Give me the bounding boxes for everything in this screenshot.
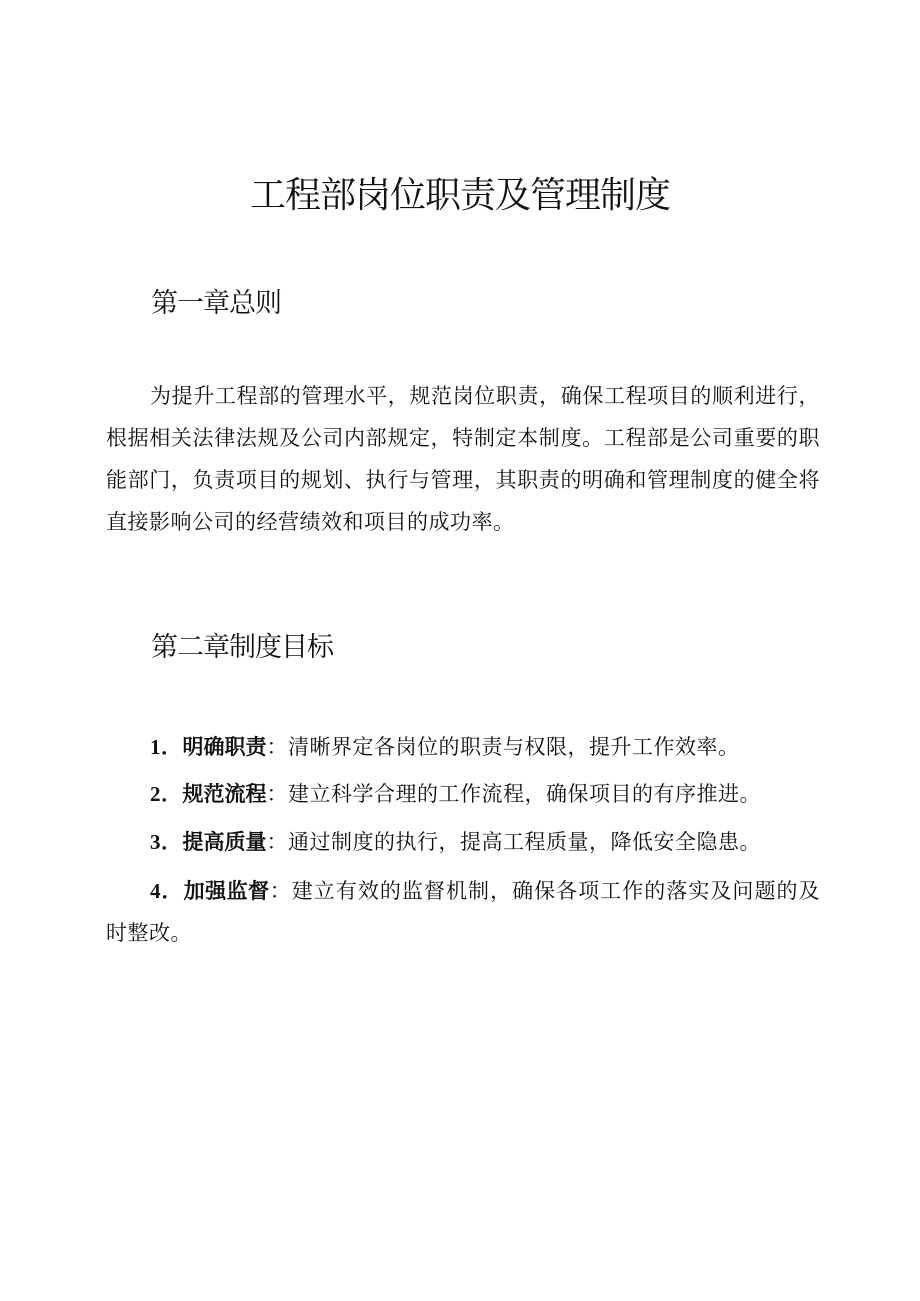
list-item-number: 2． xyxy=(150,782,183,806)
list-item xyxy=(106,821,820,863)
list-item-label: 提高质量 xyxy=(182,830,267,854)
chapter-2-heading: 第二章制度目标 xyxy=(151,632,333,663)
list-item xyxy=(106,870,820,954)
list-item-number: 3． xyxy=(150,830,183,854)
list-item-separator: ： xyxy=(269,879,292,903)
list-item-separator: ： xyxy=(266,782,288,806)
chapter-1-heading: 第一章总则 xyxy=(151,288,281,319)
list-item-text: 建立有效的监督机制，确保各项工作的落实及问题的及时整改。 xyxy=(106,879,821,945)
list-item-label: 加强监督 xyxy=(183,879,270,903)
list-item-number: 1． xyxy=(150,735,183,759)
chapter-1-paragraph: 为提升工程部的管理水平，规范岗位职责，确保工程项目的顺利进行，根据相关法律法规及公司内部规定，特制定本制度。工程部是公司重要的职能部门，负责项目的规划、执行与管理，其职责的明确和管理制度的健全将直接影响公司的经营绩效和项目的成功率。 xyxy=(106,384,820,534)
list-item xyxy=(106,726,820,768)
list-item-separator: ： xyxy=(266,735,288,759)
list-item-text: 清晰界定各岗位的职责与权限，提升工作效率。 xyxy=(288,735,740,759)
list-item-separator: ： xyxy=(266,830,288,854)
list-item-number: 4． xyxy=(150,879,184,903)
list-item-text: 通过制度的执行，提高工程质量，降低安全隐患。 xyxy=(288,830,761,854)
list-item-label: 明确职责 xyxy=(182,735,267,759)
list-item xyxy=(106,773,820,815)
document-title: 工程部岗位职责及管理制度 xyxy=(249,175,670,216)
list-item-label: 规范流程 xyxy=(182,782,267,806)
list-item-text: 建立科学合理的工作流程，确保项目的有序推进。 xyxy=(288,782,761,806)
